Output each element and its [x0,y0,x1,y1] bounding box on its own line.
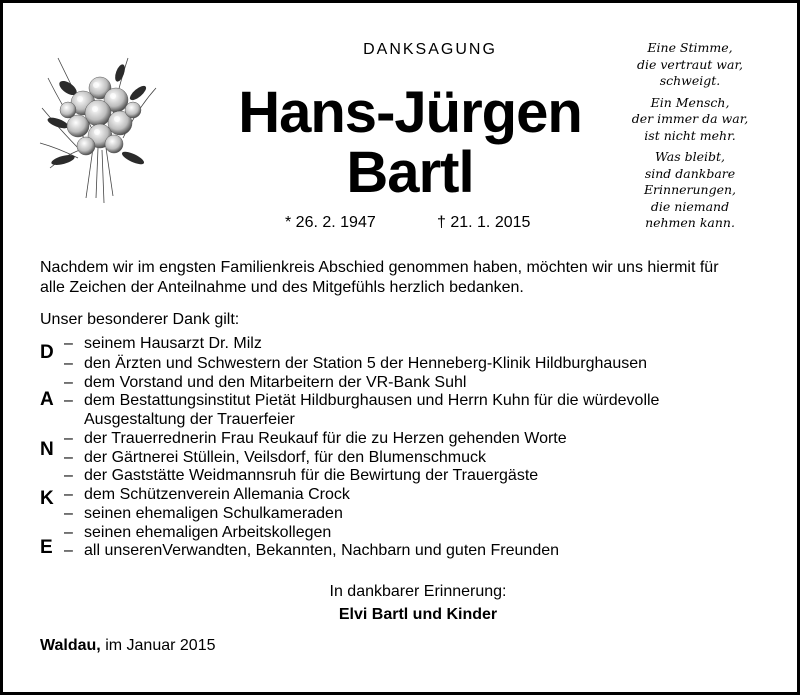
memorial-poem [620,40,760,237]
thanks-item [64,524,331,542]
thanks-item-text: seinem Hausarzt Dr. Milz [84,335,262,352]
thanks-item-text: seinen ehemaligen Arbeitskollegen [84,524,332,541]
thanks-item [64,449,486,467]
deceased-last-name: Bartl [346,140,474,205]
thanks-item [64,542,559,560]
dash: – [64,486,73,503]
dash: – [64,355,73,372]
birth-date: * 26. 2. 1947 [285,214,376,231]
thanks-item [64,392,659,410]
poem-stanza [620,95,760,145]
thanks-item-text: Ausgestaltung der Trauerfeier [84,411,295,428]
poem-stanza [620,40,760,90]
date-text: im Januar 2015 [100,637,216,654]
poem-line: die vertraut war, [636,56,744,72]
dash: – [64,449,73,466]
thanks-item-text: dem Bestattungsinstitut Pietät Hildburghausen und Herrn Kuhn für die würdevolle [84,392,660,409]
thanks-item-text: den Ärzten und Schwestern der Station 5 der Henneberg-Klinik Hildburghausen [84,355,648,372]
dash: – [64,335,73,352]
dank-letter: A [40,389,54,410]
intro-line: Nachdem wir im engsten Familienkreis Abschied genommen haben, möchten wir uns hiermit für [40,259,719,276]
dash: – [64,467,73,484]
poem-line: der immer da war, [631,111,749,126]
thanks-item [64,486,350,504]
closing-phrase: In dankbarer Erinnerung: [329,583,507,600]
thanks-item [64,505,343,523]
thanks-item-text: seinen ehemaligen Schulkameraden [84,505,343,522]
place-and-date [40,637,215,655]
thanks-item-text: dem Vorstand und den Mitarbeitern der VR-Bank Suhl [84,374,467,391]
dash: – [64,430,73,447]
thanks-title: Unser besonderer Dank gilt: [40,311,240,328]
place-name: Waldau, [40,637,101,654]
dash: – [64,524,73,541]
thanks-item [64,374,466,392]
thanks-item-text: der Gaststätte Weidmannsruh für die Bewirtung der Trauergäste [84,467,539,484]
thanks-item-text: dem Schützenverein Allemania Crock [84,486,350,503]
poem-line: Was bleibt, [655,149,725,164]
dank-letter: D [40,342,54,363]
poem-line: nehmen kann. [645,215,735,230]
poem-line: die niemand [650,198,730,214]
dash: – [64,505,73,522]
thanks-item [64,355,647,373]
poem-line: Ein Mensch, [650,94,730,110]
deceased-first-name: Hans-Jürgen [238,80,582,145]
thanks-item-continuation [64,411,295,429]
poem-line: sind dankbare [644,165,736,181]
intro-line: alle Zeichen der Anteilnahme und des Mitgefühls herzlich bedanken. [40,279,524,296]
dash: – [64,542,73,559]
thanks-item-text: all unserenVerwandten, Bekannten, Nachbarn und guten Freunden [84,542,560,559]
poem-line: ist nicht mehr. [644,127,736,143]
poem-stanza [620,149,760,232]
dank-letter: N [40,439,54,460]
signatories: Elvi Bartl und Kinder [338,606,498,623]
thanks-item-text: der Gärtnerei Stüllein, Veilsdorf, für den Blumenschmuck [84,449,486,466]
poem-line: Eine Stimme, [647,40,733,55]
dank-letter: K [40,488,54,509]
poem-line: schweigt. [659,73,721,88]
poem-line: Erinnerungen, [643,182,737,197]
dank-letter: E [40,537,53,558]
death-date: † 21. 1. 2015 [437,214,531,231]
intro-paragraph [40,258,740,298]
flower-bouquet-image [38,48,164,208]
thanks-item [64,467,538,485]
notice-heading: DANKSAGUNG [363,41,497,58]
thanks-item [64,335,262,353]
thanks-item [64,430,567,448]
dash: – [64,392,73,409]
thanks-item-text: der Trauerrednerin Frau Reukauf für die zu Herzen gehenden Worte [84,430,567,447]
dash: – [64,374,73,391]
